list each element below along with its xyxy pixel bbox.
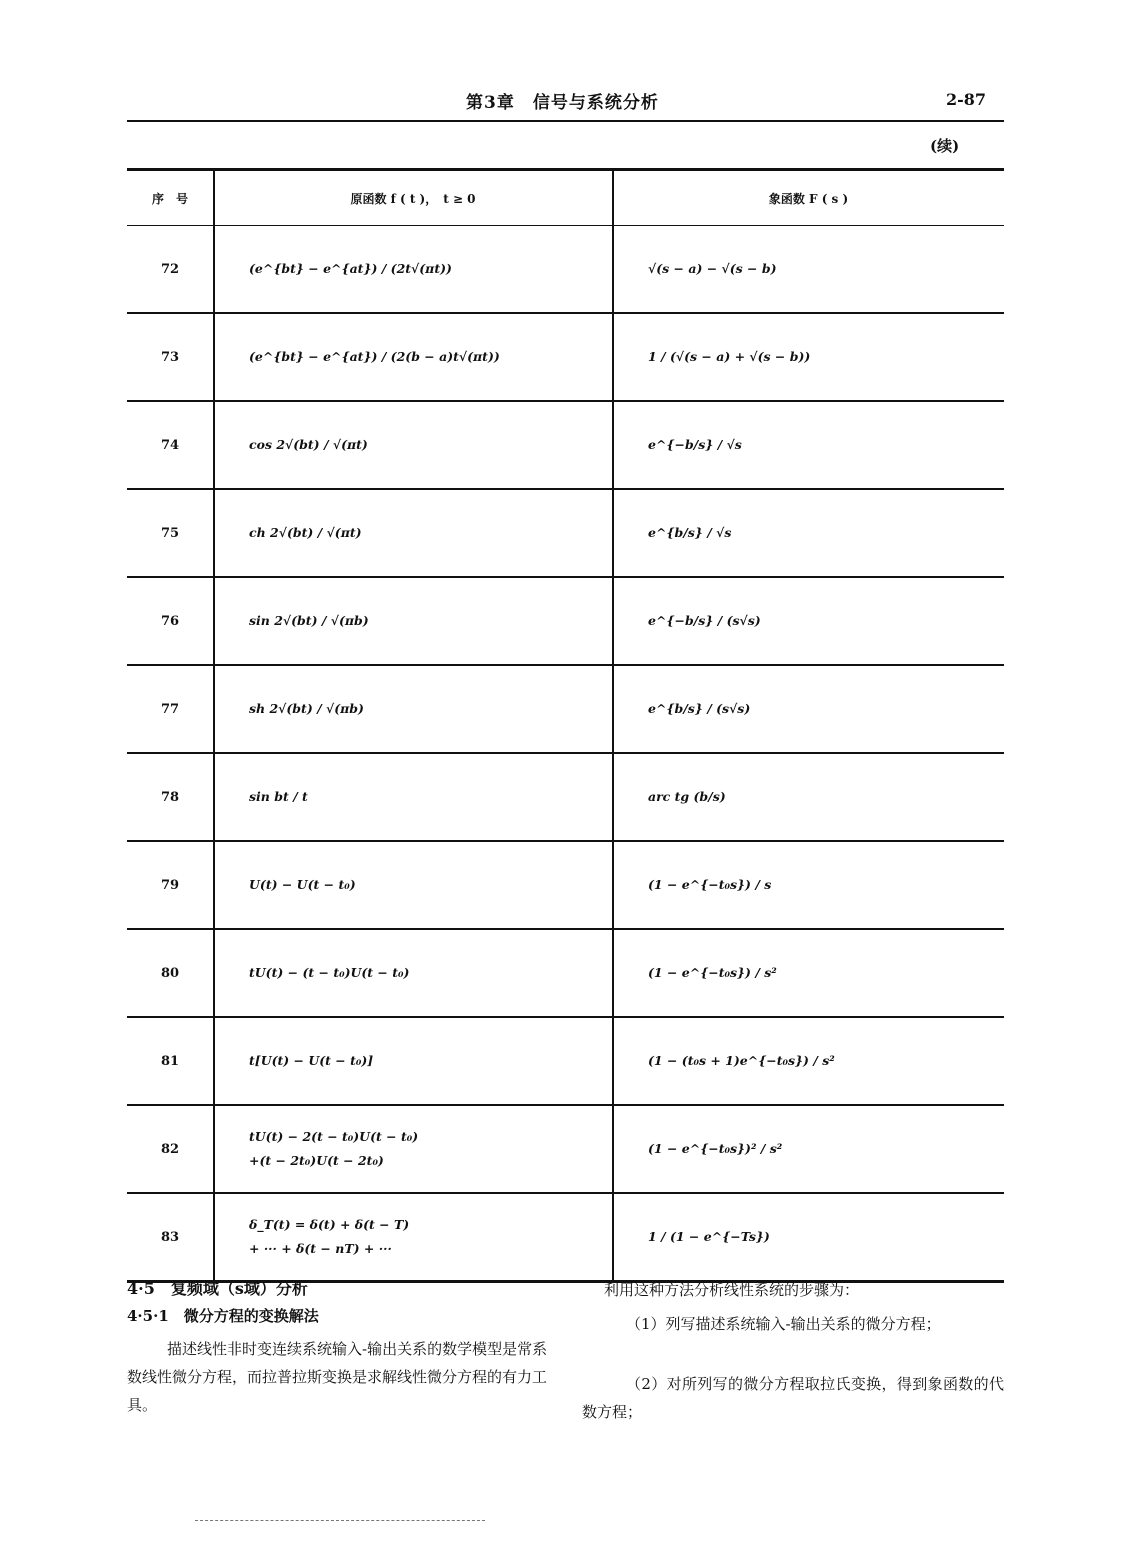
row-number: 79 bbox=[127, 841, 214, 929]
table-row bbox=[127, 1105, 1004, 1193]
table-row bbox=[127, 841, 1004, 929]
row-number: 75 bbox=[127, 489, 214, 577]
row-number: 77 bbox=[127, 665, 214, 753]
image-function-formula: e^{−b/s} / √s bbox=[648, 437, 742, 453]
original-function-formula: (e^{bt} − e^{at}) / (2t√(πt)) bbox=[249, 261, 452, 277]
original-function-formula: U(t) − U(t − t₀) bbox=[249, 877, 356, 893]
row-number: 83 bbox=[127, 1193, 214, 1282]
image-function-formula: (1 − e^{−t₀s})² / s² bbox=[648, 1141, 783, 1157]
continued-label: (续) bbox=[930, 137, 960, 155]
header-rule bbox=[127, 120, 1004, 122]
image-function-formula: e^{−b/s} / (s√s) bbox=[648, 613, 761, 629]
image-function-formula: e^{b/s} / √s bbox=[648, 525, 732, 541]
row-number: 74 bbox=[127, 401, 214, 489]
original-function-formula: ch 2√(bt) / √(πt) bbox=[249, 525, 362, 541]
original-function-formula: sin 2√(bt) / √(πb) bbox=[249, 613, 369, 629]
table-row bbox=[127, 489, 1004, 577]
column-header-number: 序 号 bbox=[127, 170, 214, 226]
laplace-transform-table bbox=[127, 168, 1004, 1283]
table-row bbox=[127, 226, 1004, 314]
image-function-formula: 1 / (1 − e^{−Ts}) bbox=[648, 1229, 770, 1245]
row-number: 72 bbox=[127, 226, 214, 314]
table-row bbox=[127, 929, 1004, 1017]
step-2: （2）对所列写的微分方程取拉氏变换，得到象函数的代数方程； bbox=[582, 1375, 1004, 1421]
row-number: 76 bbox=[127, 577, 214, 665]
page-number: 2-87 bbox=[946, 90, 987, 109]
table-row bbox=[127, 313, 1004, 401]
original-function-formula: t[U(t) − U(t − t₀)] bbox=[249, 1053, 374, 1069]
original-function-formula: sh 2√(bt) / √(πb) bbox=[249, 701, 364, 717]
step-1: （1）列写描述系统输入-输出关系的微分方程； bbox=[626, 1315, 941, 1333]
table-header-row bbox=[127, 170, 1004, 226]
table-row bbox=[127, 1017, 1004, 1105]
original-function-formula: sin bt / t bbox=[249, 789, 308, 805]
image-function-formula: (1 − e^{−t₀s}) / s bbox=[648, 877, 772, 893]
original-function-formula: (e^{bt} − e^{at}) / (2(b − a)t√(πt)) bbox=[249, 349, 500, 365]
row-number: 78 bbox=[127, 753, 214, 841]
chapter-title: 第3章 信号与系统分析 bbox=[466, 93, 659, 113]
image-function-formula: e^{b/s} / (s√s) bbox=[648, 701, 751, 717]
image-function-formula: 1 / (√(s − a) + √(s − b)) bbox=[648, 349, 811, 365]
subsection-heading: 4·5·1 微分方程的变换解法 bbox=[127, 1307, 319, 1325]
image-function-formula: (1 − (t₀s + 1)e^{−t₀s}) / s² bbox=[648, 1053, 835, 1069]
row-number: 81 bbox=[127, 1017, 214, 1105]
table-row bbox=[127, 401, 1004, 489]
column-header-original-function: 原函数 f ( t )， t ≥ 0 bbox=[214, 170, 613, 226]
footer-rule bbox=[195, 1520, 485, 1522]
image-function-formula: (1 − e^{−t₀s}) / s² bbox=[648, 965, 777, 981]
image-function-formula: arc tg (b/s) bbox=[648, 789, 726, 805]
original-function-formula: cos 2√(bt) / √(πt) bbox=[249, 437, 368, 453]
image-function-formula: √(s − a) − √(s − b) bbox=[648, 261, 777, 277]
row-number: 80 bbox=[127, 929, 214, 1017]
steps-intro: 利用这种方法分析线性系统的步骤为： bbox=[604, 1281, 860, 1299]
original-function-formula: tU(t) − (t − t₀)U(t − t₀) bbox=[249, 965, 410, 981]
table-row bbox=[127, 665, 1004, 753]
row-number: 82 bbox=[127, 1105, 214, 1193]
row-number: 73 bbox=[127, 313, 214, 401]
original-function-formula: tU(t) − 2(t − t₀)U(t − t₀) +(t − 2t₀)U(t − 2t₀) bbox=[249, 1129, 419, 1168]
table-row bbox=[127, 577, 1004, 665]
original-function-formula: δ_T(t) = δ(t) + δ(t − T) + ··· + δ(t − nT) + ··· bbox=[249, 1217, 410, 1256]
table-row bbox=[127, 1193, 1004, 1282]
section-heading: 4·5 复频域（s域）分析 bbox=[127, 1279, 308, 1298]
column-header-image-function: 象函数 F ( s ) bbox=[613, 170, 1004, 226]
body-paragraph: 描述线性非时变连续系统输入-输出关系的数学模型是常系数线性微分方程，而拉普拉斯变换是求解线性微分方程的有力工具。 bbox=[127, 1340, 548, 1414]
table-row bbox=[127, 753, 1004, 841]
